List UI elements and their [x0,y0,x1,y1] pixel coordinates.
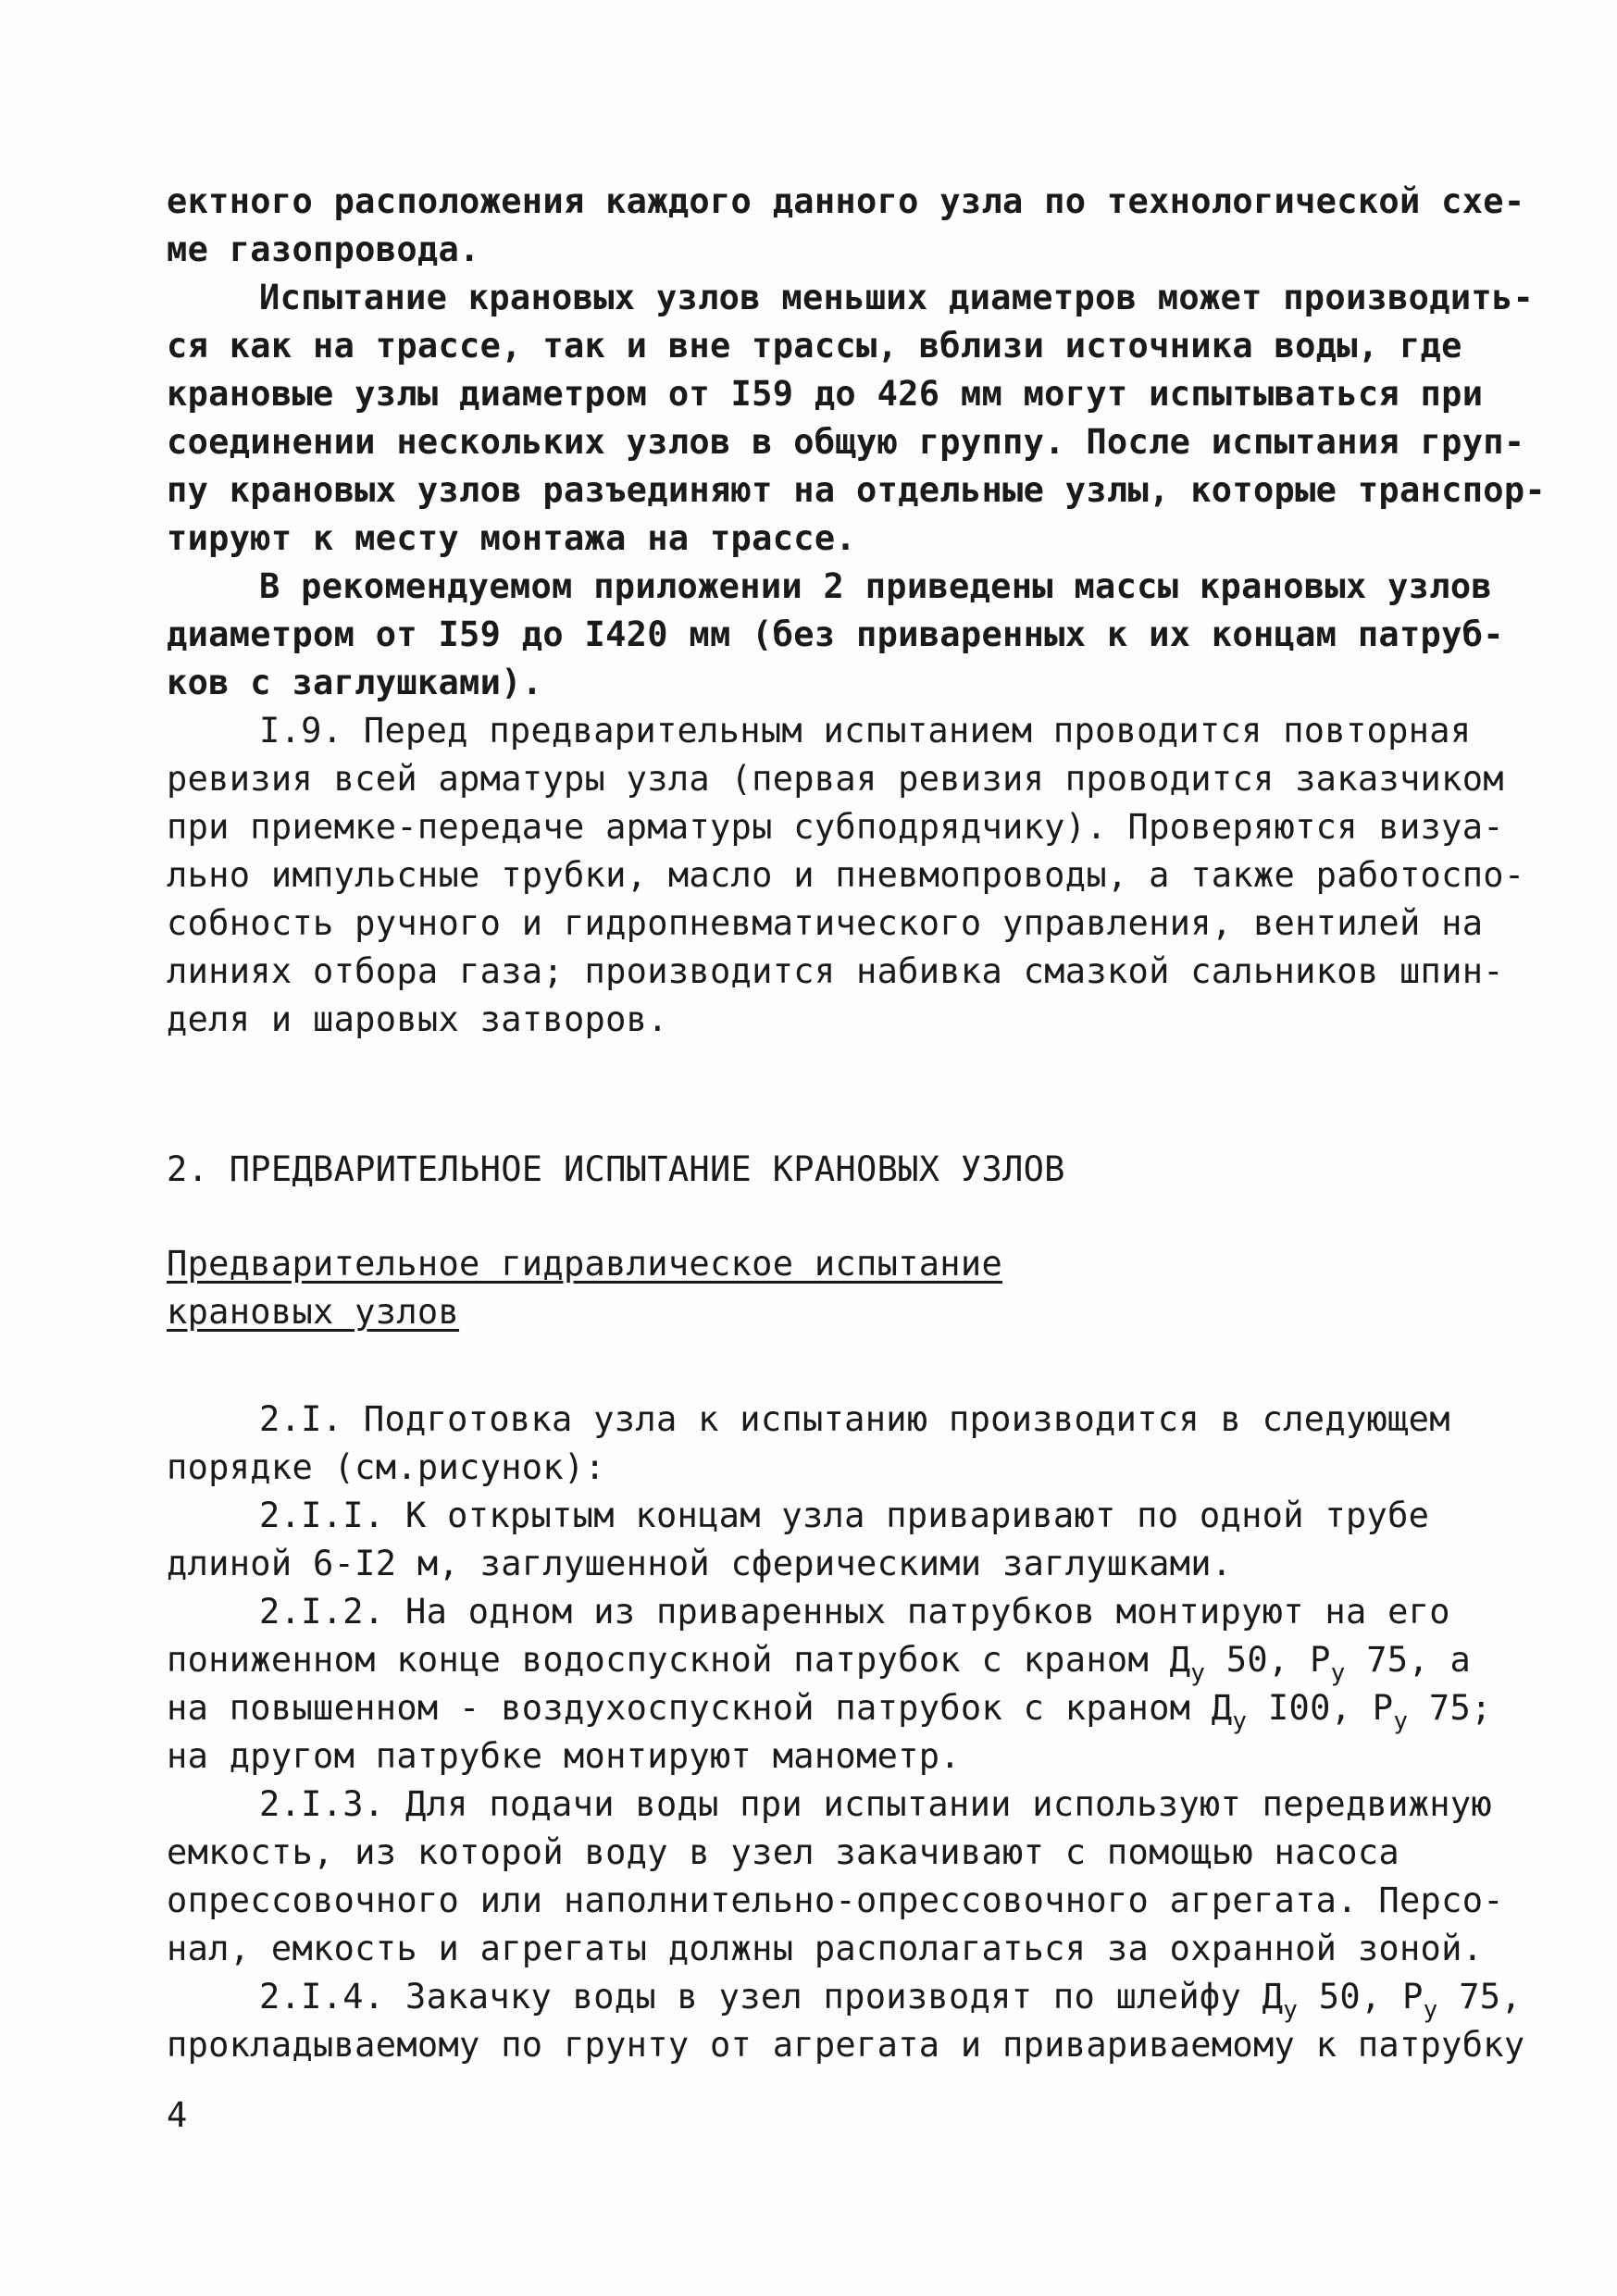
text-line: 2.I.2. На одном из приваренных патрубков монтируют на его [259,1592,1450,1632]
page-number: 4 [167,2095,188,2135]
text-fragment: 75, а [1345,1640,1472,1680]
subsection-heading-line-2: крановых узлов [167,1292,460,1332]
text-line [259,1973,1522,2025]
text-line: на другом патрубке монтируют манометр. [167,1736,961,1776]
text-line: нал, емкость и агрегаты должны располагаться за охранной зоной. [167,1929,1484,1968]
text-line: тируют к месту монтажа на трассе. [167,518,857,558]
text-line: при приемке-передаче арматуры субподрядчику). Проверяются визуа- [167,807,1504,847]
text-line: емкость, из которой воду в узел закачивают с помощью насоса [167,1832,1399,1872]
text-line: собность ручного и гидропневматического управления, вентилей на [167,903,1484,943]
subscript: у [1393,1707,1409,1735]
text-fragment: на повышенном - воздухоспускной патрубок с краном Д [167,1688,1233,1728]
text-line: диаметром от I59 до I420 мм (без приваренных к их концам патруб- [167,614,1504,654]
text-fragment: 75; [1408,1688,1492,1728]
text-line: ектного расположения каждого данного узла по технологической схе- [167,181,1525,221]
section-heading: 2. ПРЕДВАРИТЕЛЬНОЕ ИСПЫТАНИЕ КРАНОВЫХ УЗЛОВ [167,1149,1065,1189]
text-line: соединении нескольких узлов в общую группу. После испытания груп- [167,422,1525,462]
text-line: В рекомендуемом приложении 2 приведены массы крановых узлов [259,566,1492,606]
text-line: опрессовочного или наполнительно-опрессовочного агрегата. Персо- [167,1880,1504,1920]
text-line: деля и шаровых затворов. [167,999,668,1039]
text-line: длиной 6-I2 м, заглушенной сферическими заглушками. [167,1544,1233,1583]
text-line: пу крановых узлов разъединяют на отдельные узлы, которые транспор- [167,470,1547,510]
text-line: ся как на трассе, так и вне трассы, вблизи источника воды, где [167,326,1462,366]
subscript: у [1330,1659,1346,1687]
text-line: ревизия всей арматуры узла (первая ревизия проводится заказчиком [167,759,1504,799]
text-fragment: I00, Р [1247,1688,1394,1728]
subsection-heading-line-1: Предварительное гидравлическое испытание [167,1244,1003,1284]
text-line [167,1684,1492,1736]
text-line: линиях отбора газа; производится набивка смазкой сальников шпин- [167,951,1504,991]
text-line: Испытание крановых узлов меньших диаметров может производить- [259,278,1535,317]
text-line: ков с заглушками). [167,663,543,702]
text-fragment: 50, Р [1205,1640,1331,1680]
text-fragment: 75, [1437,1977,1522,2017]
text-line: 2.I. Подготовка узла к испытанию производится в следующем [259,1399,1450,1439]
text-fragment: пониженном конце водоспускной патрубок с краном Д [167,1640,1191,1680]
subscript: у [1190,1659,1206,1687]
subscript: у [1283,1996,1299,2024]
text-line: 2.I.3. Для подачи воды при испытании используют передвижную [259,1784,1492,1824]
text-line: прокладываемому по грунту от агрегата и привариваемому к патрубку [167,2025,1525,2065]
subscript: у [1232,1707,1248,1735]
text-line: 2.I.I. К открытым концам узла приваривают по одной трубе [259,1496,1430,1535]
text-fragment: 2.I.4. Закачку воды в узел производят по шлейфу Д [259,1977,1284,2017]
text-fragment: 50, Р [1298,1977,1424,2017]
text-line: ме газопровода. [167,230,480,269]
text-line: порядке (см.рисунок): [167,1447,606,1487]
text-line: льно импульсные трубки, масло и пневмопроводы, а также работоспо- [167,855,1525,895]
text-line: крановые узлы диаметром от I59 до 426 мм могут испытываться при [167,374,1484,414]
subscript: у [1423,1996,1438,2024]
text-line [167,1636,1481,1688]
text-line: I.9. Перед предварительным испытанием проводится повторная [259,711,1472,751]
